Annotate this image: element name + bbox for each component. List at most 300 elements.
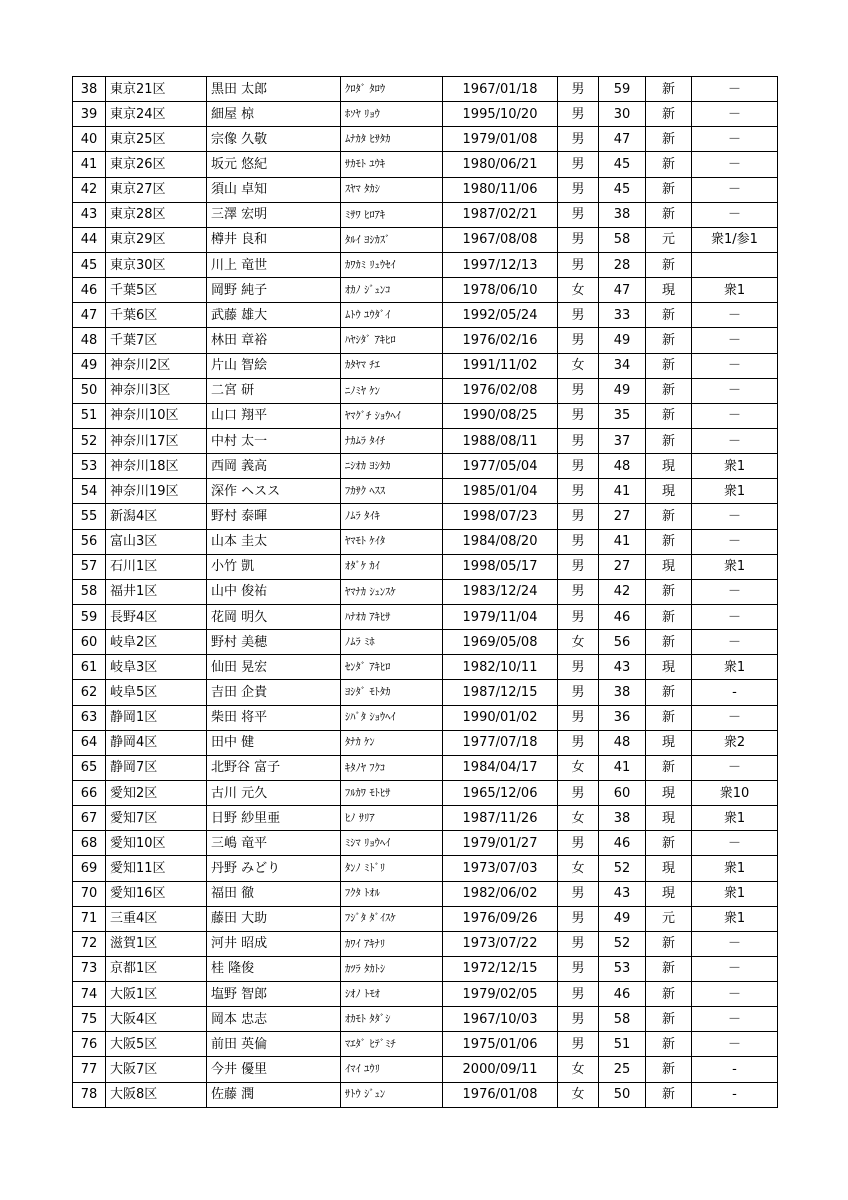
district-cell: 愛知16区	[106, 881, 207, 906]
status-cell: 新	[646, 202, 692, 227]
candidate-name-cell: 古川 元久	[207, 780, 341, 805]
sex-cell: 男	[558, 77, 599, 102]
kana-reading-cell: ﾌｶｻｸ ﾍｽｽ	[341, 479, 443, 504]
table-row	[73, 1007, 778, 1032]
status-cell: 新	[646, 1007, 692, 1032]
table-row	[73, 831, 778, 856]
birth-date-cell: 1987/02/21	[443, 202, 558, 227]
kana-reading-cell: ｶﾂﾗ ﾀｶﾄｼ	[341, 956, 443, 981]
table-row	[73, 428, 778, 453]
election-history-cell: －	[692, 353, 778, 378]
candidate-name-cell: 三嶋 竜平	[207, 831, 341, 856]
status-cell: 新	[646, 378, 692, 403]
status-cell: 新	[646, 403, 692, 428]
sex-cell: 男	[558, 252, 599, 277]
row-number: 62	[73, 680, 106, 705]
election-history-cell: －	[692, 303, 778, 328]
sex-cell: 男	[558, 554, 599, 579]
candidate-name-cell: 福田 徹	[207, 881, 341, 906]
birth-date-cell: 1976/02/08	[443, 378, 558, 403]
birth-date-cell: 1976/02/16	[443, 328, 558, 353]
birth-date-cell: 1965/12/06	[443, 780, 558, 805]
table-row	[73, 931, 778, 956]
age-cell: 41	[599, 755, 646, 780]
kana-reading-cell: ﾔﾏﾅｶ ｼｭﾝｽｹ	[341, 579, 443, 604]
status-cell: 新	[646, 705, 692, 730]
table-row	[73, 202, 778, 227]
status-cell: 現	[646, 881, 692, 906]
sex-cell: 男	[558, 127, 599, 152]
district-cell: 東京27区	[106, 177, 207, 202]
birth-date-cell: 1976/09/26	[443, 906, 558, 931]
birth-date-cell: 1973/07/22	[443, 931, 558, 956]
age-cell: 47	[599, 127, 646, 152]
table-row	[73, 403, 778, 428]
status-cell: 現	[646, 806, 692, 831]
election-history-cell: 衆1	[692, 655, 778, 680]
table-row	[73, 504, 778, 529]
birth-date-cell: 1979/01/08	[443, 127, 558, 152]
row-number: 61	[73, 655, 106, 680]
status-cell: 元	[646, 906, 692, 931]
sex-cell: 男	[558, 982, 599, 1007]
district-cell: 大阪7区	[106, 1057, 207, 1082]
age-cell: 25	[599, 1057, 646, 1082]
district-cell: 静岡4区	[106, 730, 207, 755]
district-cell: 滋賀1区	[106, 931, 207, 956]
election-history-cell: 衆1	[692, 554, 778, 579]
status-cell: 新	[646, 931, 692, 956]
election-history-cell: -	[692, 1082, 778, 1107]
table-row	[73, 127, 778, 152]
sex-cell: 男	[558, 529, 599, 554]
row-number: 65	[73, 755, 106, 780]
election-history-cell: －	[692, 328, 778, 353]
election-history-cell: －	[692, 177, 778, 202]
district-cell: 岐阜2区	[106, 630, 207, 655]
status-cell: 新	[646, 831, 692, 856]
district-cell: 長野4区	[106, 604, 207, 629]
candidate-name-cell: 須山 卓知	[207, 177, 341, 202]
table-row	[73, 303, 778, 328]
election-history-cell: 衆1	[692, 806, 778, 831]
district-cell: 静岡7区	[106, 755, 207, 780]
row-number: 64	[73, 730, 106, 755]
status-cell: 新	[646, 529, 692, 554]
birth-date-cell: 1991/11/02	[443, 353, 558, 378]
table-row	[73, 529, 778, 554]
candidate-name-cell: 今井 優里	[207, 1057, 341, 1082]
birth-date-cell: 2000/09/11	[443, 1057, 558, 1082]
birth-date-cell: 1997/12/13	[443, 252, 558, 277]
district-cell: 富山3区	[106, 529, 207, 554]
kana-reading-cell: ﾊﾅｵｶ ｱｷﾋｻ	[341, 604, 443, 629]
table-row	[73, 378, 778, 403]
status-cell: 新	[646, 353, 692, 378]
election-history-cell: －	[692, 931, 778, 956]
birth-date-cell: 1985/01/04	[443, 479, 558, 504]
candidate-name-cell: 山口 翔平	[207, 403, 341, 428]
birth-date-cell: 1979/11/04	[443, 604, 558, 629]
status-cell: 新	[646, 127, 692, 152]
candidate-name-cell: 山本 圭太	[207, 529, 341, 554]
status-cell: 新	[646, 1082, 692, 1107]
row-number: 46	[73, 278, 106, 303]
birth-date-cell: 1988/08/11	[443, 428, 558, 453]
sex-cell: 女	[558, 1057, 599, 1082]
district-cell: 神奈川10区	[106, 403, 207, 428]
row-number: 68	[73, 831, 106, 856]
candidate-name-cell: 前田 英倫	[207, 1032, 341, 1057]
kana-reading-cell: ﾏｴﾀﾞ ﾋﾃﾞﾐﾁ	[341, 1032, 443, 1057]
birth-date-cell: 1987/11/26	[443, 806, 558, 831]
table-row	[73, 655, 778, 680]
sex-cell: 女	[558, 856, 599, 881]
row-number: 71	[73, 906, 106, 931]
election-history-cell: 衆1	[692, 856, 778, 881]
table-row	[73, 227, 778, 252]
age-cell: 59	[599, 77, 646, 102]
table-row	[73, 554, 778, 579]
candidate-name-cell: 樽井 良和	[207, 227, 341, 252]
status-cell: 新	[646, 755, 692, 780]
candidate-name-cell: 野村 泰暉	[207, 504, 341, 529]
row-number: 59	[73, 604, 106, 629]
row-number: 60	[73, 630, 106, 655]
table-row	[73, 730, 778, 755]
status-cell: 現	[646, 780, 692, 805]
sex-cell: 女	[558, 755, 599, 780]
election-history-cell: －	[692, 403, 778, 428]
district-cell: 愛知10区	[106, 831, 207, 856]
row-number: 54	[73, 479, 106, 504]
status-cell: 新	[646, 303, 692, 328]
status-cell: 新	[646, 579, 692, 604]
status-cell: 現	[646, 554, 692, 579]
district-cell: 愛知11区	[106, 856, 207, 881]
sex-cell: 男	[558, 655, 599, 680]
birth-date-cell: 1983/12/24	[443, 579, 558, 604]
row-number: 67	[73, 806, 106, 831]
candidate-name-cell: 桂 隆俊	[207, 956, 341, 981]
row-number: 47	[73, 303, 106, 328]
kana-reading-cell: ｵｶﾉ ｼﾞｭﾝｺ	[341, 278, 443, 303]
status-cell: 新	[646, 77, 692, 102]
age-cell: 38	[599, 680, 646, 705]
kana-reading-cell: ｽﾔﾏ ﾀｶｼ	[341, 177, 443, 202]
row-number: 69	[73, 856, 106, 881]
table-row	[73, 252, 778, 277]
sex-cell: 男	[558, 479, 599, 504]
sex-cell: 男	[558, 227, 599, 252]
row-number: 56	[73, 529, 106, 554]
kana-reading-cell: ﾌｼﾞﾀ ﾀﾞｲｽｹ	[341, 906, 443, 931]
district-cell: 岐阜3区	[106, 655, 207, 680]
sex-cell: 男	[558, 780, 599, 805]
status-cell: 新	[646, 152, 692, 177]
kana-reading-cell: ｻﾄｳ ｼﾞｭﾝ	[341, 1082, 443, 1107]
election-history-cell: 衆2	[692, 730, 778, 755]
row-number: 73	[73, 956, 106, 981]
kana-reading-cell: ﾑﾅｶﾀ ﾋｻﾀｶ	[341, 127, 443, 152]
district-cell: 京都1区	[106, 956, 207, 981]
candidate-name-cell: 小竹 凱	[207, 554, 341, 579]
election-history-cell: 衆1	[692, 454, 778, 479]
candidate-name-cell: 野村 美穂	[207, 630, 341, 655]
sex-cell: 女	[558, 806, 599, 831]
row-number: 53	[73, 454, 106, 479]
age-cell: 52	[599, 931, 646, 956]
district-cell: 三重4区	[106, 906, 207, 931]
birth-date-cell: 1995/10/20	[443, 102, 558, 127]
election-history-cell	[692, 252, 778, 277]
sex-cell: 男	[558, 881, 599, 906]
birth-date-cell: 1969/05/08	[443, 630, 558, 655]
row-number: 58	[73, 579, 106, 604]
status-cell: 新	[646, 982, 692, 1007]
status-cell: 新	[646, 177, 692, 202]
birth-date-cell: 1977/05/04	[443, 454, 558, 479]
candidate-name-cell: 二宮 研	[207, 378, 341, 403]
election-history-cell: －	[692, 102, 778, 127]
row-number: 75	[73, 1007, 106, 1032]
election-history-cell: 衆1	[692, 479, 778, 504]
kana-reading-cell: ﾆﾉﾐﾔ ｹﾝ	[341, 378, 443, 403]
age-cell: 34	[599, 353, 646, 378]
age-cell: 28	[599, 252, 646, 277]
election-history-cell: －	[692, 579, 778, 604]
candidate-name-cell: 細屋 椋	[207, 102, 341, 127]
age-cell: 46	[599, 604, 646, 629]
election-history-cell: 衆1/参1	[692, 227, 778, 252]
kana-reading-cell: ｶﾜｲ ｱｷﾅﾘ	[341, 931, 443, 956]
election-history-cell: －	[692, 1007, 778, 1032]
sex-cell: 男	[558, 378, 599, 403]
district-cell: 東京29区	[106, 227, 207, 252]
table-row	[73, 579, 778, 604]
age-cell: 33	[599, 303, 646, 328]
district-cell: 神奈川17区	[106, 428, 207, 453]
district-cell: 大阪1区	[106, 982, 207, 1007]
status-cell: 新	[646, 328, 692, 353]
row-number: 72	[73, 931, 106, 956]
table-row	[73, 177, 778, 202]
kana-reading-cell: ｻｶﾓﾄ ﾕｳｷ	[341, 152, 443, 177]
row-number: 39	[73, 102, 106, 127]
sex-cell: 女	[558, 278, 599, 303]
birth-date-cell: 1987/12/15	[443, 680, 558, 705]
election-history-cell: －	[692, 982, 778, 1007]
sex-cell: 男	[558, 730, 599, 755]
election-history-cell: －	[692, 127, 778, 152]
row-number: 51	[73, 403, 106, 428]
birth-date-cell: 1973/07/03	[443, 856, 558, 881]
candidate-name-cell: 林田 章裕	[207, 328, 341, 353]
status-cell: 現	[646, 454, 692, 479]
row-number: 78	[73, 1082, 106, 1107]
kana-reading-cell: ﾉﾑﾗ ﾀｲｷ	[341, 504, 443, 529]
age-cell: 58	[599, 1007, 646, 1032]
sex-cell: 女	[558, 630, 599, 655]
district-cell: 福井1区	[106, 579, 207, 604]
status-cell: 現	[646, 479, 692, 504]
age-cell: 53	[599, 956, 646, 981]
row-number: 40	[73, 127, 106, 152]
status-cell: 現	[646, 856, 692, 881]
sex-cell: 男	[558, 1007, 599, 1032]
district-cell: 東京21区	[106, 77, 207, 102]
table-row	[73, 956, 778, 981]
sex-cell: 男	[558, 579, 599, 604]
candidate-name-cell: 日野 紗里亜	[207, 806, 341, 831]
row-number: 63	[73, 705, 106, 730]
status-cell: 新	[646, 428, 692, 453]
status-cell: 新	[646, 1057, 692, 1082]
election-history-cell: －	[692, 378, 778, 403]
kana-reading-cell: ﾀﾅｶ ｹﾝ	[341, 730, 443, 755]
row-number: 77	[73, 1057, 106, 1082]
candidate-name-cell: 花岡 明久	[207, 604, 341, 629]
kana-reading-cell: ﾌｸﾀ ﾄｵﾙ	[341, 881, 443, 906]
candidate-name-cell: 武藤 雄大	[207, 303, 341, 328]
kana-reading-cell: ﾅｶﾑﾗ ﾀｲﾁ	[341, 428, 443, 453]
kana-reading-cell: ﾎｿﾔ ﾘｮｳ	[341, 102, 443, 127]
birth-date-cell: 1998/05/17	[443, 554, 558, 579]
election-history-cell: 衆1	[692, 906, 778, 931]
birth-date-cell: 1972/12/15	[443, 956, 558, 981]
row-number: 38	[73, 77, 106, 102]
birth-date-cell: 1990/08/25	[443, 403, 558, 428]
birth-date-cell: 1980/11/06	[443, 177, 558, 202]
candidate-name-cell: 黒田 太郎	[207, 77, 341, 102]
sex-cell: 男	[558, 956, 599, 981]
district-cell: 千葉7区	[106, 328, 207, 353]
status-cell: 現	[646, 278, 692, 303]
status-cell: 新	[646, 102, 692, 127]
election-history-cell: －	[692, 77, 778, 102]
kana-reading-cell: ｶﾀﾔﾏ ﾁｴ	[341, 353, 443, 378]
kana-reading-cell: ﾆｼｵｶ ﾖｼﾀｶ	[341, 454, 443, 479]
sex-cell: 女	[558, 1082, 599, 1107]
sex-cell: 男	[558, 303, 599, 328]
candidate-name-cell: 片山 智絵	[207, 353, 341, 378]
table-row	[73, 77, 778, 102]
status-cell: 新	[646, 604, 692, 629]
birth-date-cell: 1967/01/18	[443, 77, 558, 102]
candidate-name-cell: 北野谷 富子	[207, 755, 341, 780]
table-row	[73, 982, 778, 1007]
row-number: 66	[73, 780, 106, 805]
election-history-cell: －	[692, 428, 778, 453]
status-cell: 現	[646, 655, 692, 680]
table-row	[73, 755, 778, 780]
status-cell: 新	[646, 680, 692, 705]
candidate-name-cell: 仙田 晃宏	[207, 655, 341, 680]
age-cell: 51	[599, 1032, 646, 1057]
row-number: 42	[73, 177, 106, 202]
row-number: 41	[73, 152, 106, 177]
sex-cell: 男	[558, 102, 599, 127]
kana-reading-cell: ﾖｼﾀﾞ ﾓﾄﾀｶ	[341, 680, 443, 705]
candidate-name-cell: 川上 竜世	[207, 252, 341, 277]
election-history-cell: 衆1	[692, 881, 778, 906]
age-cell: 47	[599, 278, 646, 303]
district-cell: 東京28区	[106, 202, 207, 227]
row-number: 74	[73, 982, 106, 1007]
row-number: 52	[73, 428, 106, 453]
age-cell: 41	[599, 529, 646, 554]
election-history-cell: －	[692, 956, 778, 981]
sex-cell: 男	[558, 931, 599, 956]
kana-reading-cell: ｼｵﾉ ﾄﾓｵ	[341, 982, 443, 1007]
status-cell: 新	[646, 1032, 692, 1057]
birth-date-cell: 1982/06/02	[443, 881, 558, 906]
candidate-name-cell: 山中 俊祐	[207, 579, 341, 604]
district-cell: 東京25区	[106, 127, 207, 152]
kana-reading-cell: ﾌﾙｶﾜ ﾓﾄﾋｻ	[341, 780, 443, 805]
row-number: 50	[73, 378, 106, 403]
candidate-name-cell: 佐藤 潤	[207, 1082, 341, 1107]
election-history-cell: －	[692, 504, 778, 529]
kana-reading-cell: ﾔﾏﾓﾄ ｹｲﾀ	[341, 529, 443, 554]
table-row	[73, 152, 778, 177]
age-cell: 27	[599, 504, 646, 529]
row-number: 45	[73, 252, 106, 277]
kana-reading-cell: ｸﾛﾀﾞ ﾀﾛｳ	[341, 77, 443, 102]
sex-cell: 男	[558, 680, 599, 705]
kana-reading-cell: ﾐｼﾏ ﾘｮｳﾍｲ	[341, 831, 443, 856]
birth-date-cell: 1990/01/02	[443, 705, 558, 730]
district-cell: 神奈川2区	[106, 353, 207, 378]
status-cell: 現	[646, 730, 692, 755]
age-cell: 48	[599, 730, 646, 755]
status-cell: 新	[646, 504, 692, 529]
district-cell: 静岡1区	[106, 705, 207, 730]
birth-date-cell: 1998/07/23	[443, 504, 558, 529]
sex-cell: 男	[558, 504, 599, 529]
table-row	[73, 856, 778, 881]
district-cell: 東京30区	[106, 252, 207, 277]
election-history-cell: －	[692, 152, 778, 177]
sex-cell: 男	[558, 152, 599, 177]
age-cell: 27	[599, 554, 646, 579]
kana-reading-cell: ｶﾜｶﾐ ﾘｭｳｾｲ	[341, 252, 443, 277]
table-row	[73, 806, 778, 831]
kana-reading-cell: ｷﾀﾉﾔ ﾌｸｺ	[341, 755, 443, 780]
age-cell: 42	[599, 579, 646, 604]
election-history-cell: －	[692, 529, 778, 554]
row-number: 55	[73, 504, 106, 529]
election-history-cell: 衆1	[692, 278, 778, 303]
age-cell: 52	[599, 856, 646, 881]
election-history-cell: 衆10	[692, 780, 778, 805]
candidate-name-cell: 丹野 みどり	[207, 856, 341, 881]
kana-reading-cell: ﾊﾔｼﾀﾞ ｱｷﾋﾛ	[341, 328, 443, 353]
age-cell: 49	[599, 328, 646, 353]
age-cell: 56	[599, 630, 646, 655]
kana-reading-cell: ﾀﾙｲ ﾖｼｶｽﾞ	[341, 227, 443, 252]
kana-reading-cell: ﾉﾑﾗ ﾐﾎ	[341, 630, 443, 655]
kana-reading-cell: ﾔﾏｸﾞﾁ ｼｮｳﾍｲ	[341, 403, 443, 428]
row-number: 76	[73, 1032, 106, 1057]
candidate-name-cell: 田中 健	[207, 730, 341, 755]
sex-cell: 男	[558, 831, 599, 856]
table-row	[73, 479, 778, 504]
sex-cell: 男	[558, 604, 599, 629]
election-history-cell: －	[692, 755, 778, 780]
kana-reading-cell: ﾀﾝﾉ ﾐﾄﾞﾘ	[341, 856, 443, 881]
candidate-name-cell: 塩野 智郎	[207, 982, 341, 1007]
